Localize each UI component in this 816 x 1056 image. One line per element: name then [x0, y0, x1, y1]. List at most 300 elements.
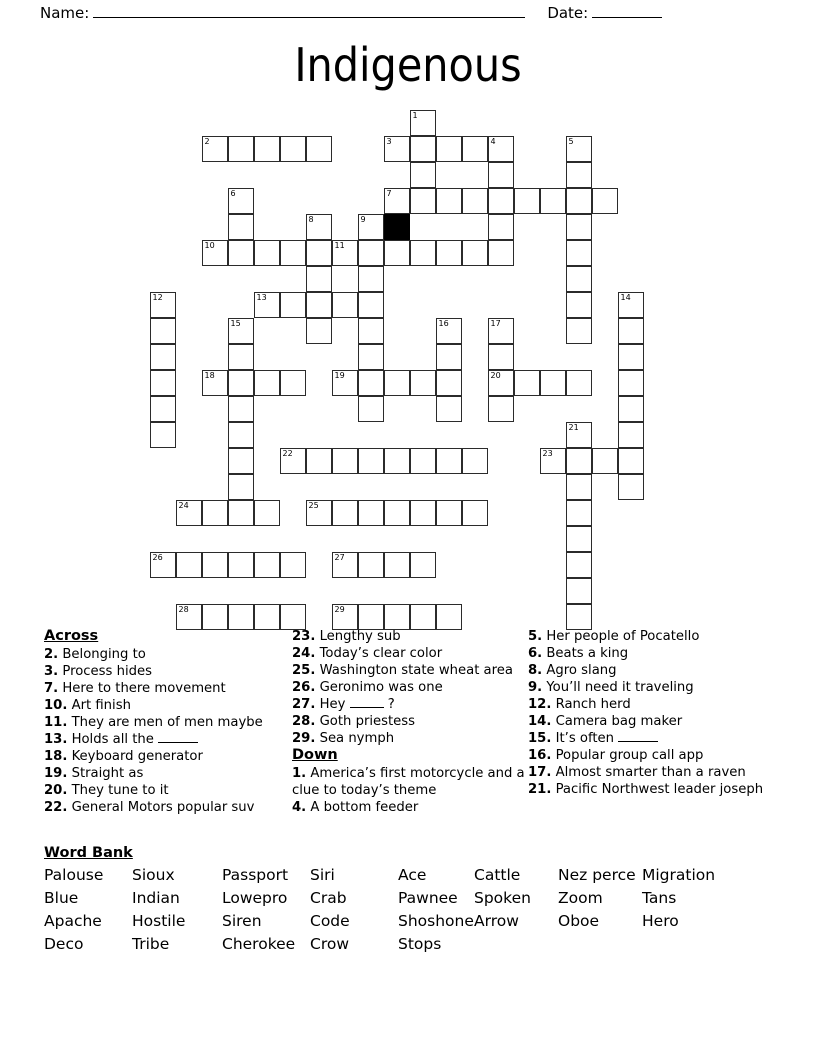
grid-cell[interactable]	[332, 604, 358, 630]
grid-cell[interactable]	[410, 136, 436, 162]
grid-cell[interactable]	[488, 162, 514, 188]
grid-cell[interactable]	[280, 604, 306, 630]
clue-number: 9.	[528, 680, 543, 695]
grid-cell[interactable]	[306, 500, 332, 526]
grid-cell[interactable]	[228, 214, 254, 240]
word-bank-heading: Word Bank	[44, 845, 133, 861]
grid-cell[interactable]	[306, 240, 332, 266]
grid-cell-number: 20	[490, 371, 501, 380]
clue-text: Keyboard generator	[67, 749, 203, 764]
clue-text: Belonging to	[58, 647, 146, 662]
grid-cell-number: 13	[256, 293, 267, 302]
clue-text: Washington state wheat area	[315, 663, 513, 678]
clue-across-22[interactable]	[44, 799, 292, 816]
clue-number: 25.	[292, 663, 316, 678]
word-bank-word[interactable]: Apache	[44, 912, 102, 930]
clue-text: Art finish	[67, 698, 131, 713]
grid-cell[interactable]	[306, 266, 332, 292]
word-bank-word[interactable]: Passport	[222, 866, 289, 884]
clue-number: 24.	[292, 646, 316, 661]
grid-cell[interactable]	[566, 162, 592, 188]
clue-text: You’ll need it traveling	[542, 680, 694, 695]
grid-cell[interactable]	[410, 162, 436, 188]
down-heading: Down	[292, 747, 338, 763]
grid-cell[interactable]	[358, 604, 384, 630]
grid-cell[interactable]	[514, 188, 540, 214]
clue-text: Geronimo was one	[315, 680, 443, 695]
grid-cell[interactable]	[358, 240, 384, 266]
grid-cell[interactable]	[410, 188, 436, 214]
grid-cell[interactable]	[358, 266, 384, 292]
grid-cell[interactable]	[436, 188, 462, 214]
grid-cell[interactable]	[566, 474, 592, 500]
word-bank-word[interactable]: Indian	[132, 889, 180, 907]
grid-cell-number: 6	[230, 189, 236, 198]
grid-cell-number: 10	[204, 241, 215, 250]
grid-cell[interactable]	[618, 318, 644, 344]
grid-cell[interactable]	[228, 240, 254, 266]
clue-number: 2.	[44, 647, 59, 662]
grid-cell[interactable]	[228, 552, 254, 578]
grid-cell[interactable]	[358, 552, 384, 578]
clue-text: Popular group call app	[551, 748, 704, 763]
grid-cell[interactable]	[150, 318, 176, 344]
word-bank-word[interactable]: Hostile	[132, 912, 186, 930]
grid-cell[interactable]	[514, 370, 540, 396]
clue-across-7[interactable]	[44, 680, 292, 697]
grid-cell[interactable]	[358, 292, 384, 318]
grid-cell[interactable]	[462, 188, 488, 214]
clue-number: 13.	[44, 732, 68, 747]
grid-cell[interactable]	[332, 552, 358, 578]
grid-cell[interactable]	[566, 448, 592, 474]
word-bank-word[interactable]: Deco	[44, 935, 84, 953]
grid-cell[interactable]	[254, 604, 280, 630]
grid-cell[interactable]	[384, 240, 410, 266]
clue-down-17[interactable]	[528, 764, 780, 781]
grid-cell[interactable]	[280, 448, 306, 474]
clue-across-2[interactable]	[44, 646, 292, 663]
grid-cell[interactable]	[280, 292, 306, 318]
grid-cell-number: 14	[620, 293, 631, 302]
clue-down-14[interactable]	[528, 713, 780, 730]
grid-cell-number: 9	[360, 215, 366, 224]
grid-cell[interactable]	[254, 292, 280, 318]
grid-cell[interactable]	[618, 292, 644, 318]
grid-cell[interactable]	[150, 344, 176, 370]
grid-cell[interactable]	[488, 318, 514, 344]
clue-text: Here to there movement	[58, 681, 226, 696]
grid-cell[interactable]	[566, 422, 592, 448]
clue-across-23[interactable]	[292, 628, 530, 645]
grid-cell[interactable]	[566, 188, 592, 214]
grid-cell[interactable]	[384, 500, 410, 526]
grid-cell[interactable]	[384, 552, 410, 578]
word-bank-word[interactable]: Blue	[44, 889, 79, 907]
date-label: Date:	[547, 4, 589, 22]
grid-cell[interactable]	[228, 318, 254, 344]
clue-text: Holds all the	[67, 732, 198, 747]
grid-cell[interactable]	[566, 240, 592, 266]
clue-number: 5.	[528, 629, 543, 644]
grid-cell[interactable]	[306, 136, 332, 162]
grid-cell[interactable]	[618, 448, 644, 474]
clue-across-25[interactable]	[292, 662, 530, 679]
grid-cell[interactable]	[462, 136, 488, 162]
grid-cell[interactable]	[306, 292, 332, 318]
grid-cell[interactable]	[332, 370, 358, 396]
grid-cell[interactable]	[436, 136, 462, 162]
grid-cell[interactable]	[488, 188, 514, 214]
grid-cell[interactable]	[566, 318, 592, 344]
clue-text: Process hides	[58, 664, 152, 679]
grid-cell-number: 19	[334, 371, 345, 380]
grid-cell[interactable]	[566, 500, 592, 526]
grid-cell[interactable]	[488, 370, 514, 396]
grid-cell-number: 8	[308, 215, 314, 224]
clue-across-26[interactable]	[292, 679, 530, 696]
grid-cell[interactable]	[436, 448, 462, 474]
grid-cell-number: 3	[386, 137, 392, 146]
clue-column-2	[292, 628, 530, 816]
clue-number: 26.	[292, 680, 316, 695]
word-bank-word[interactable]: Spoken	[474, 889, 531, 907]
word-bank-word[interactable]: Hero	[642, 912, 679, 930]
grid-cell[interactable]	[150, 370, 176, 396]
grid-cell[interactable]	[410, 370, 436, 396]
grid-cell-blocked	[384, 214, 410, 240]
word-bank-word[interactable]: Crab	[310, 889, 347, 907]
grid-cell[interactable]	[150, 292, 176, 318]
clue-number: 23.	[292, 629, 316, 644]
grid-cell[interactable]	[150, 552, 176, 578]
grid-cell[interactable]	[540, 188, 566, 214]
word-bank-word[interactable]: Stops	[398, 935, 442, 953]
grid-cell[interactable]	[410, 448, 436, 474]
clue-number: 11.	[44, 715, 68, 730]
grid-cell[interactable]	[280, 370, 306, 396]
grid-cell-number: 15	[230, 319, 241, 328]
clue-across-10[interactable]	[44, 697, 292, 714]
grid-cell[interactable]	[228, 448, 254, 474]
grid-cell[interactable]	[358, 500, 384, 526]
grid-cell[interactable]	[306, 214, 332, 240]
grid-cell-number: 5	[568, 137, 574, 146]
word-bank-word[interactable]: Shoshone	[398, 912, 474, 930]
grid-cell[interactable]	[592, 188, 618, 214]
grid-cell[interactable]	[228, 422, 254, 448]
grid-cell[interactable]	[280, 552, 306, 578]
clue-text: General Motors popular suv	[67, 800, 255, 815]
clue-text: Ranch herd	[551, 697, 631, 712]
clue-down-5[interactable]	[528, 628, 780, 645]
clue-number: 21.	[528, 782, 552, 797]
grid-cell[interactable]	[410, 240, 436, 266]
clue-text: It’s often	[551, 731, 658, 746]
grid-cell[interactable]	[280, 136, 306, 162]
clue-number: 17.	[528, 765, 552, 780]
grid-cell[interactable]	[488, 396, 514, 422]
grid-cell[interactable]	[436, 344, 462, 370]
grid-cell[interactable]	[592, 448, 618, 474]
grid-cell[interactable]	[566, 604, 592, 630]
grid-cell[interactable]	[150, 396, 176, 422]
clue-number: 28.	[292, 714, 316, 729]
word-bank-word[interactable]: Ace	[398, 866, 427, 884]
clue-down-4[interactable]	[292, 799, 530, 816]
grid-cell[interactable]	[254, 136, 280, 162]
word-bank-word[interactable]: Lowepro	[222, 889, 288, 907]
grid-cell[interactable]	[228, 474, 254, 500]
grid-cell[interactable]	[488, 344, 514, 370]
clue-number: 22.	[44, 800, 68, 815]
grid-cell[interactable]	[540, 448, 566, 474]
grid-cell[interactable]	[436, 396, 462, 422]
clue-across-11[interactable]	[44, 714, 292, 731]
grid-cell[interactable]	[358, 448, 384, 474]
grid-cell[interactable]	[566, 214, 592, 240]
clue-text: A bottom feeder	[306, 800, 419, 815]
clue-text: They tune to it	[67, 783, 169, 798]
clue-down-16[interactable]	[528, 747, 780, 764]
grid-cell-number: 18	[204, 371, 215, 380]
grid-cell-number: 1	[412, 111, 418, 120]
grid-cell[interactable]	[280, 240, 306, 266]
grid-cell[interactable]	[566, 266, 592, 292]
clue-text: Almost smarter than a raven	[551, 765, 746, 780]
grid-cell[interactable]	[410, 604, 436, 630]
clue-blank-rule	[618, 741, 658, 742]
grid-cell[interactable]	[254, 552, 280, 578]
grid-cell-number: 27	[334, 553, 345, 562]
grid-cell[interactable]	[306, 318, 332, 344]
clue-across-3[interactable]	[44, 663, 292, 680]
clue-down-9[interactable]	[528, 679, 780, 696]
grid-cell[interactable]	[436, 500, 462, 526]
grid-cell[interactable]	[462, 500, 488, 526]
grid-cell-number: 12	[152, 293, 163, 302]
clues-section	[44, 628, 780, 838]
clue-blank-rule	[158, 742, 198, 743]
clue-column-3	[528, 628, 780, 798]
grid-cell[interactable]	[358, 318, 384, 344]
grid-cell[interactable]	[202, 552, 228, 578]
clue-across-13[interactable]	[44, 731, 292, 748]
clue-number: 4.	[292, 800, 307, 815]
grid-cell[interactable]	[436, 240, 462, 266]
grid-cell[interactable]	[566, 292, 592, 318]
grid-cell[interactable]	[384, 188, 410, 214]
clue-text: Camera bag maker	[551, 714, 683, 729]
grid-cell[interactable]	[332, 292, 358, 318]
grid-cell[interactable]	[566, 552, 592, 578]
clue-column-1	[44, 628, 292, 816]
grid-cell[interactable]	[254, 500, 280, 526]
clue-down-1[interactable]	[292, 765, 530, 799]
clue-number: 20.	[44, 783, 68, 798]
grid-cell[interactable]	[384, 370, 410, 396]
clue-across-20[interactable]	[44, 782, 292, 799]
grid-cell[interactable]	[176, 500, 202, 526]
clue-number: 3.	[44, 664, 59, 679]
grid-cell[interactable]	[202, 240, 228, 266]
grid-cell[interactable]	[618, 370, 644, 396]
clue-blank-rule	[350, 707, 384, 708]
clue-across-18[interactable]	[44, 748, 292, 765]
clue-number: 29.	[292, 731, 316, 746]
grid-cell-number: 21	[568, 423, 579, 432]
clue-number: 27.	[292, 697, 316, 712]
clue-number: 15.	[528, 731, 552, 746]
grid-cell[interactable]	[358, 370, 384, 396]
word-bank-word[interactable]: Tribe	[132, 935, 170, 953]
word-bank-empty	[474, 933, 558, 956]
grid-cell[interactable]	[254, 240, 280, 266]
clue-text: Today’s clear color	[315, 646, 443, 661]
grid-cell[interactable]	[384, 136, 410, 162]
word-bank-grid	[44, 864, 784, 956]
clue-number: 14.	[528, 714, 552, 729]
grid-cell[interactable]	[228, 396, 254, 422]
clue-across-27[interactable]	[292, 696, 530, 713]
grid-cell[interactable]	[410, 500, 436, 526]
grid-cell[interactable]	[254, 370, 280, 396]
grid-cell[interactable]	[358, 396, 384, 422]
grid-cell-number: 22	[282, 449, 293, 458]
word-bank-word[interactable]: Cherokee	[222, 935, 296, 953]
word-bank-word[interactable]: Sioux	[132, 866, 175, 884]
word-bank-empty	[558, 933, 642, 956]
grid-cell[interactable]	[566, 136, 592, 162]
clue-text: Lengthy sub	[315, 629, 401, 644]
grid-cell[interactable]	[436, 604, 462, 630]
grid-cell[interactable]	[410, 552, 436, 578]
clue-across-29[interactable]	[292, 730, 530, 747]
grid-cell[interactable]	[566, 526, 592, 552]
clue-text: America’s first motorcycle and a clue to today’s theme	[292, 766, 525, 798]
clue-down-21[interactable]	[528, 781, 780, 798]
grid-cell[interactable]	[176, 604, 202, 630]
grid-cell[interactable]	[436, 318, 462, 344]
grid-cell[interactable]	[202, 136, 228, 162]
grid-cell[interactable]	[488, 214, 514, 240]
grid-cell[interactable]	[176, 552, 202, 578]
word-bank-word[interactable]: Nez perce	[558, 866, 636, 884]
clue-text: Hey ?	[315, 697, 395, 712]
word-bank-word[interactable]: Siren	[222, 912, 262, 930]
grid-cell[interactable]	[618, 474, 644, 500]
grid-cell[interactable]	[332, 500, 358, 526]
grid-cell[interactable]	[436, 370, 462, 396]
word-bank-word[interactable]: Code	[310, 912, 350, 930]
word-bank-section	[44, 845, 784, 956]
clue-across-19[interactable]	[44, 765, 292, 782]
grid-cell-number: 11	[334, 241, 345, 250]
clue-down-15[interactable]	[528, 730, 780, 747]
grid-cell[interactable]	[566, 370, 592, 396]
grid-cell[interactable]	[228, 344, 254, 370]
clue-across-24[interactable]	[292, 645, 530, 662]
grid-cell-number: 24	[178, 501, 189, 510]
grid-cell[interactable]	[228, 500, 254, 526]
grid-cell[interactable]	[540, 370, 566, 396]
grid-cell-number: 25	[308, 501, 319, 510]
grid-cell-number: 17	[490, 319, 501, 328]
grid-cell[interactable]	[228, 604, 254, 630]
grid-cell[interactable]	[410, 110, 436, 136]
grid-cell[interactable]	[462, 448, 488, 474]
word-bank-word[interactable]: Palouse	[44, 866, 104, 884]
grid-cell[interactable]	[384, 604, 410, 630]
clue-number: 19.	[44, 766, 68, 781]
word-bank-word[interactable]: Siri	[310, 866, 335, 884]
clue-number: 16.	[528, 748, 552, 763]
clue-text: Agro slang	[542, 663, 617, 678]
clue-text: Her people of Pocatello	[542, 629, 700, 644]
grid-cell[interactable]	[384, 448, 410, 474]
clue-number: 18.	[44, 749, 68, 764]
grid-cell[interactable]	[358, 344, 384, 370]
grid-cell[interactable]	[228, 370, 254, 396]
word-bank-word[interactable]: Zoom	[558, 889, 603, 907]
clue-number: 12.	[528, 697, 552, 712]
word-bank-word[interactable]: Cattle	[474, 866, 521, 884]
clue-number: 8.	[528, 663, 543, 678]
word-bank-word[interactable]: Migration	[642, 866, 716, 884]
clue-down-8[interactable]	[528, 662, 780, 679]
clue-down-6[interactable]	[528, 645, 780, 662]
name-label: Name:	[40, 4, 90, 22]
grid-cell[interactable]	[618, 344, 644, 370]
clue-text: Pacific Northwest leader joseph	[551, 782, 764, 797]
grid-cell[interactable]	[202, 500, 228, 526]
grid-cell[interactable]	[332, 448, 358, 474]
grid-cell-number: 16	[438, 319, 449, 328]
clue-number: 7.	[44, 681, 59, 696]
word-bank-word[interactable]: Tans	[642, 889, 677, 907]
clue-text: Straight as	[67, 766, 144, 781]
grid-cell-number: 29	[334, 605, 345, 614]
grid-cell[interactable]	[358, 214, 384, 240]
grid-cell[interactable]	[462, 240, 488, 266]
clue-number: 10.	[44, 698, 68, 713]
word-bank-empty	[642, 933, 732, 956]
grid-cell[interactable]	[332, 240, 358, 266]
grid-cell[interactable]	[306, 448, 332, 474]
word-bank-word[interactable]: Crow	[310, 935, 350, 953]
word-bank-word[interactable]: Arrow	[474, 912, 519, 930]
word-bank-word[interactable]: Pawnee	[398, 889, 458, 907]
grid-cell[interactable]	[202, 370, 228, 396]
grid-cell-number: 26	[152, 553, 163, 562]
clue-text: Beats a king	[542, 646, 629, 661]
grid-cell[interactable]	[566, 578, 592, 604]
grid-cell[interactable]	[488, 240, 514, 266]
grid-cell[interactable]	[618, 422, 644, 448]
grid-cell[interactable]	[150, 422, 176, 448]
grid-cell[interactable]	[488, 136, 514, 162]
clue-text: Sea nymph	[315, 731, 395, 746]
clue-across-28[interactable]	[292, 713, 530, 730]
grid-cell-number: 2	[204, 137, 210, 146]
word-bank-word[interactable]: Oboe	[558, 912, 600, 930]
grid-cell[interactable]	[228, 136, 254, 162]
clue-down-12[interactable]	[528, 696, 780, 713]
grid-cell[interactable]	[202, 604, 228, 630]
grid-cell-number: 28	[178, 605, 189, 614]
grid-cell[interactable]	[618, 396, 644, 422]
grid-cell[interactable]	[228, 188, 254, 214]
